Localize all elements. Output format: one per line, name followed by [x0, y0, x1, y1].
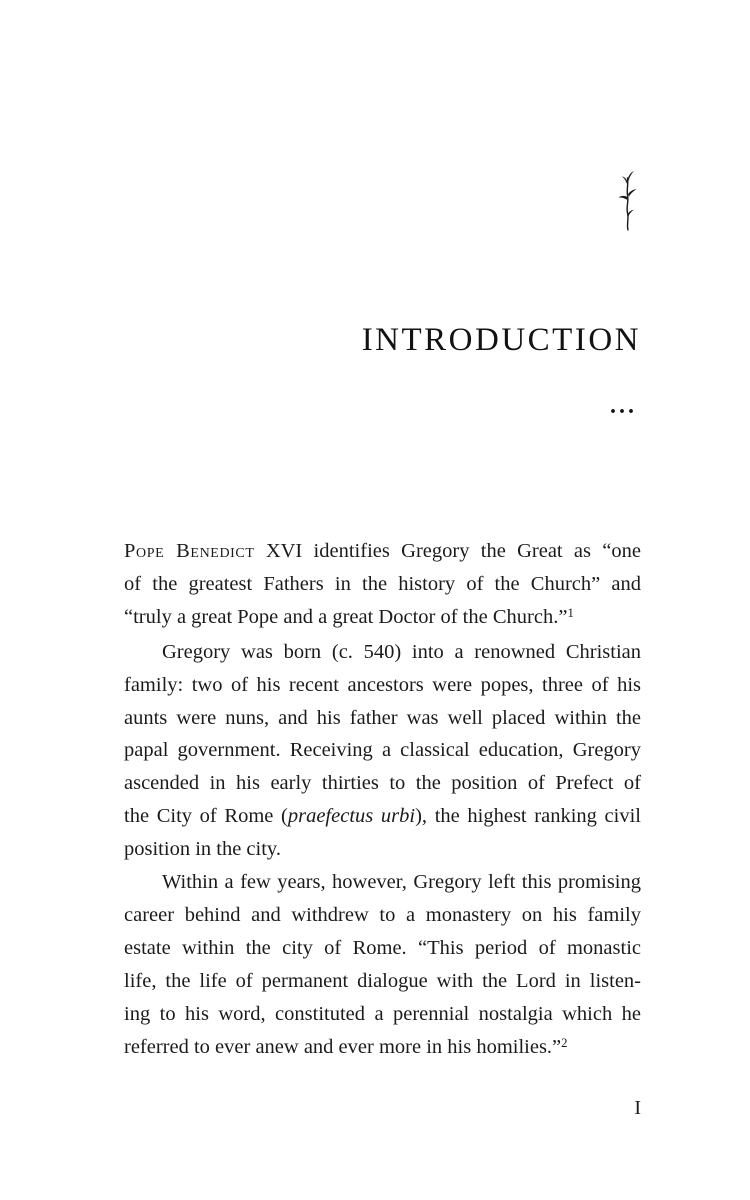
text-line — [124, 800, 641, 833]
text-segment: ), the highest ranking civil — [415, 805, 641, 828]
body-text — [124, 535, 641, 1066]
text-segment: family: two of his recent ancestors were popes, three of his — [124, 673, 641, 696]
text-line — [124, 535, 641, 568]
paragraph — [124, 636, 641, 866]
text-segment: of the greatest Fathers in the history of the Church” and — [124, 572, 641, 595]
text-line — [124, 636, 641, 669]
text-line — [124, 601, 641, 636]
text-segment: Gregory was born (c. 540) into a renowned Christian — [162, 640, 641, 663]
text-line — [124, 833, 641, 866]
section-divider-ellipsis: ... — [610, 393, 637, 419]
text-segment: the City of Rome ( — [124, 805, 288, 828]
text-line — [124, 669, 641, 702]
text-segment: aunts were nuns, and his father was well placed within the — [124, 706, 641, 729]
text-segment: Within a few years, however, Gregory left this promising — [162, 871, 641, 894]
text-segment: ing to his word, constituted a perennial nostalgia which he — [124, 1002, 641, 1025]
text-line — [124, 899, 641, 932]
text-line — [124, 734, 641, 767]
text-line — [124, 767, 641, 800]
text-segment: life, the life of permanent dialogue with the Lord in listen- — [124, 969, 641, 992]
text-segment: career behind and withdrew to a monastery on his family — [124, 903, 641, 926]
text-segment: praefectus urbi — [287, 805, 416, 828]
text-segment: position in the city. — [124, 838, 281, 861]
text-segment: estate within the city of Rome. “This period of monastic — [124, 936, 641, 959]
footnote-reference: 1 — [567, 606, 574, 621]
page-number: I — [634, 1097, 641, 1119]
chapter-title: INTRODUCTION — [361, 322, 641, 358]
paragraph — [124, 866, 641, 1065]
paragraph — [124, 535, 641, 636]
botanical-sprig-icon — [613, 170, 643, 232]
footnote-reference: 2 — [561, 1035, 568, 1050]
text-line — [124, 998, 641, 1031]
text-segment: ascended in his early thirties to the position of Prefect of — [124, 772, 641, 795]
text-segment: XVI identifies Gregory the Great as “one — [254, 540, 642, 562]
text-line — [124, 932, 641, 965]
text-segment: papal government. Receiving a classical education, Gregory — [124, 739, 641, 762]
text-line — [124, 1031, 641, 1066]
text-segment: “truly a great Pope and a great Doctor of the Church.” — [124, 605, 568, 628]
text-line — [124, 866, 641, 899]
text-segment: Pope Benedict — [124, 540, 255, 562]
text-line — [124, 702, 641, 735]
text-segment: referred to ever anew and ever more in his homilies.” — [124, 1035, 562, 1058]
text-line — [124, 568, 641, 601]
text-line — [124, 965, 641, 998]
